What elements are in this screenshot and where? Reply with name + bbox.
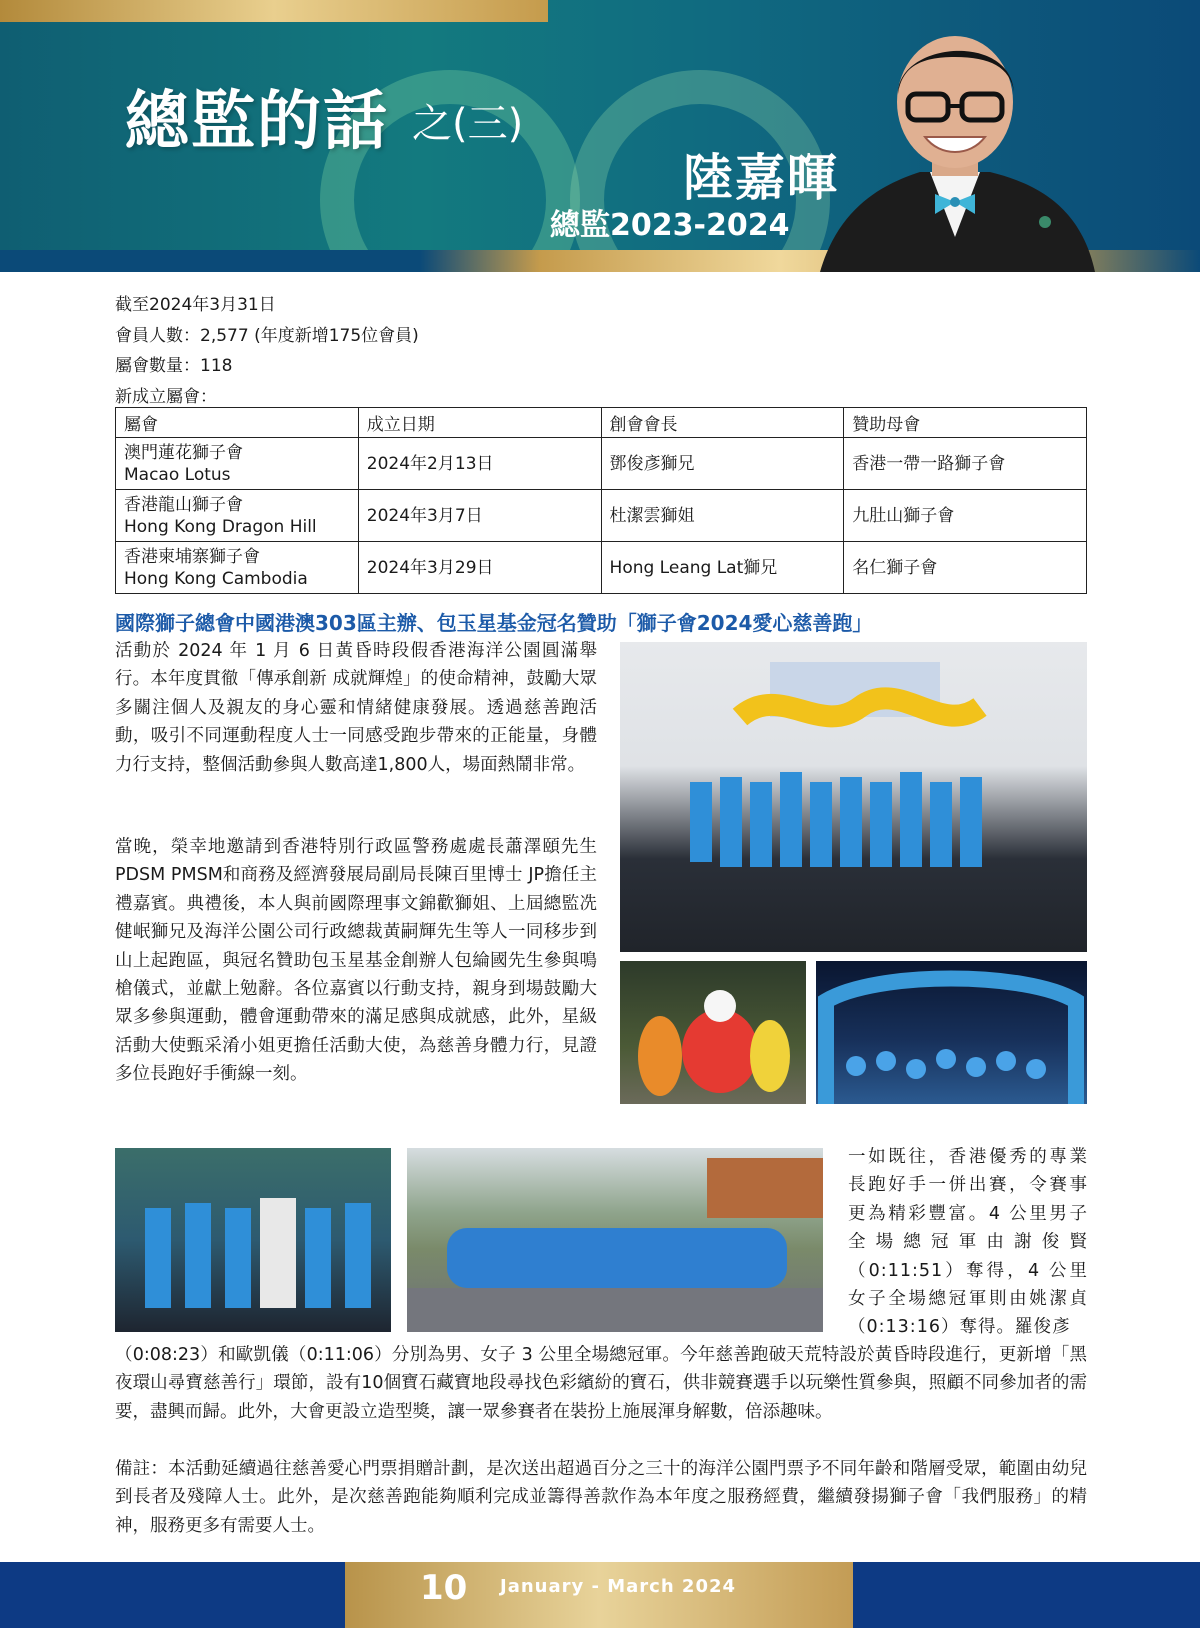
club-date-cell: 2024年3月7日 <box>358 490 601 542</box>
article-heading: 國際獅子總會中國港澳303區主辦、包玉星基金冠名贊助「獅子會2024愛心慈善跑」 <box>115 611 873 635</box>
table-row <box>116 438 1087 490</box>
new-clubs-table <box>115 407 1087 594</box>
portrait-photo <box>810 22 1100 272</box>
club-name-zh: 香港柬埔寨獅子會 <box>124 546 260 567</box>
costume-photo <box>620 961 806 1104</box>
club-name-zh: 澳門蓮花獅子會 <box>124 442 243 463</box>
club-president-cell: 杜潔雲獅姐 <box>601 490 844 542</box>
club-date-cell: 2024年3月29日 <box>358 542 601 594</box>
club-name-en: Macao Lotus <box>124 464 231 485</box>
table-header-club: 屬會 <box>116 408 359 438</box>
gold-stripe-top <box>0 0 548 22</box>
club-name-cell <box>116 490 359 542</box>
stats-members: 會員人數：2,577 (年度新增175位會員) <box>115 325 419 346</box>
club-name-cell <box>116 438 359 490</box>
person-title: 總監2023-2024 <box>550 208 790 243</box>
stats-clubs: 屬會數量：118 <box>115 356 233 376</box>
club-sponsor-cell: 香港一帶一路獅子會 <box>844 438 1087 490</box>
club-sponsor-cell: 九肚山獅子會 <box>844 490 1087 542</box>
table-header-sponsor: 贊助母會 <box>844 408 1087 438</box>
issue-date: January - March 2024 <box>500 1576 737 1597</box>
article-paragraph: 當晚，榮幸地邀請到香港特別行政區警務處處長蕭澤頤先生 PDSM PMSM和商務及經濟發展局副局長陳百里博士 JP擔任主禮嘉賓。典禮後，本人與前國際理事文錦歡獅姐、上屆總監冼健岷獅兄及海洋公園公司行政總裁黃嗣輝先生等人一同移步到山上起跑區，與冠名贊助包玉星基金創辦人包綸國先生參與鳴槍儀式，並獻上勉辭。各位嘉賓以行動支持，親身到場鼓勵大眾多參與運動，體會運動帶來的滿足感與成就感，此外，星級活動大使甄采淆小姐更擔任活動大使，為慈善身體力行，見證多位長跑好手衝線一刻。 <box>115 837 597 1085</box>
page-title: 總監的話 <box>125 84 389 159</box>
club-name-zh: 香港龍山獅子會 <box>124 494 243 515</box>
article-paragraph: （0:08:23）和歐凱儀（0:11:06）分別為男、女子 3 公里全場總冠軍。今年慈善跑破天荒特設於黃昏時段進行，更新增「黑夜環山尋寶慈善行」環節，設有10個寶石藏寶地段尋找色彩繽紛的寶石，供非競賽選手以玩樂性質參與，照顧不同參加者的需要，盡興而歸。此外，大會更設立造型獎，讓一眾參賽者在裝扮上施展渾身解數，倍添趣味。 <box>115 1345 1087 1422</box>
runners-start-photo <box>816 961 1087 1104</box>
stats-new-clubs-label: 新成立屬會： <box>115 386 217 407</box>
article-paragraph: 一如既往，香港優秀的專業長跑好手一併出賽，令賽事更為精彩豐富。4 公里男子全場總冠軍由謝俊賢（0:11:51）奪得，4 公里女子全場總冠軍則由姚潔貞（0:13:16）奪得。羅俊彥 <box>848 1147 1088 1338</box>
table-row <box>116 490 1087 542</box>
membership-stats <box>115 290 419 412</box>
club-name-en: Hong Kong Dragon Hill <box>124 516 317 537</box>
table-header-date: 成立日期 <box>358 408 601 438</box>
guests-stage-photo <box>115 1148 391 1332</box>
club-president-cell: Hong Leang Lat獅兄 <box>601 542 844 594</box>
club-name-en: Hong Kong Cambodia <box>124 568 308 589</box>
club-name-cell <box>116 542 359 594</box>
table-header-president: 創會會長 <box>601 408 844 438</box>
club-sponsor-cell: 名仁獅子會 <box>844 542 1087 594</box>
stats-as-of: 截至2024年3月31日 <box>115 295 276 315</box>
article-note: 備註：本活動延續過往慈善愛心門票捐贈計劃，是次送出超過百分之三十的海洋公園門票予不同年齡和階層受眾，範圍由幼兒到長者及殘障人士。此外，是次慈善跑能夠順利完成並籌得善款作為本年度之服務經費，繼續發揚獅子會「我們服務」的精神，服務更多有需要人士。 <box>115 1459 1087 1536</box>
article-paragraph: 活動於 2024 年 1 月 6 日黃昏時段假香港海洋公園圓滿舉行。本年度貫徹「傳承創新 成就輝煌」的使命精神，鼓勵大眾多關注個人及親友的身心靈和情緒健康發展。透過慈善跑活動，吸引不同運動程度人士一同感受跑步帶來的正能量，身體力行支持，整個活動參與人數高達1,800人，場面熱鬧非常。 <box>115 641 597 775</box>
club-date-cell: 2024年2月13日 <box>358 438 601 490</box>
page-subtitle: 之(三) <box>412 101 524 147</box>
page-number: 10 <box>420 1568 468 1608</box>
club-president-cell: 鄧俊彥獅兄 <box>601 438 844 490</box>
person-name: 陸嘉暉 <box>683 149 839 207</box>
event-stage-photo <box>620 642 1087 952</box>
group-photo <box>407 1148 823 1332</box>
header-banner <box>0 0 1200 272</box>
table-header-row <box>116 408 1087 438</box>
table-row <box>116 542 1087 594</box>
